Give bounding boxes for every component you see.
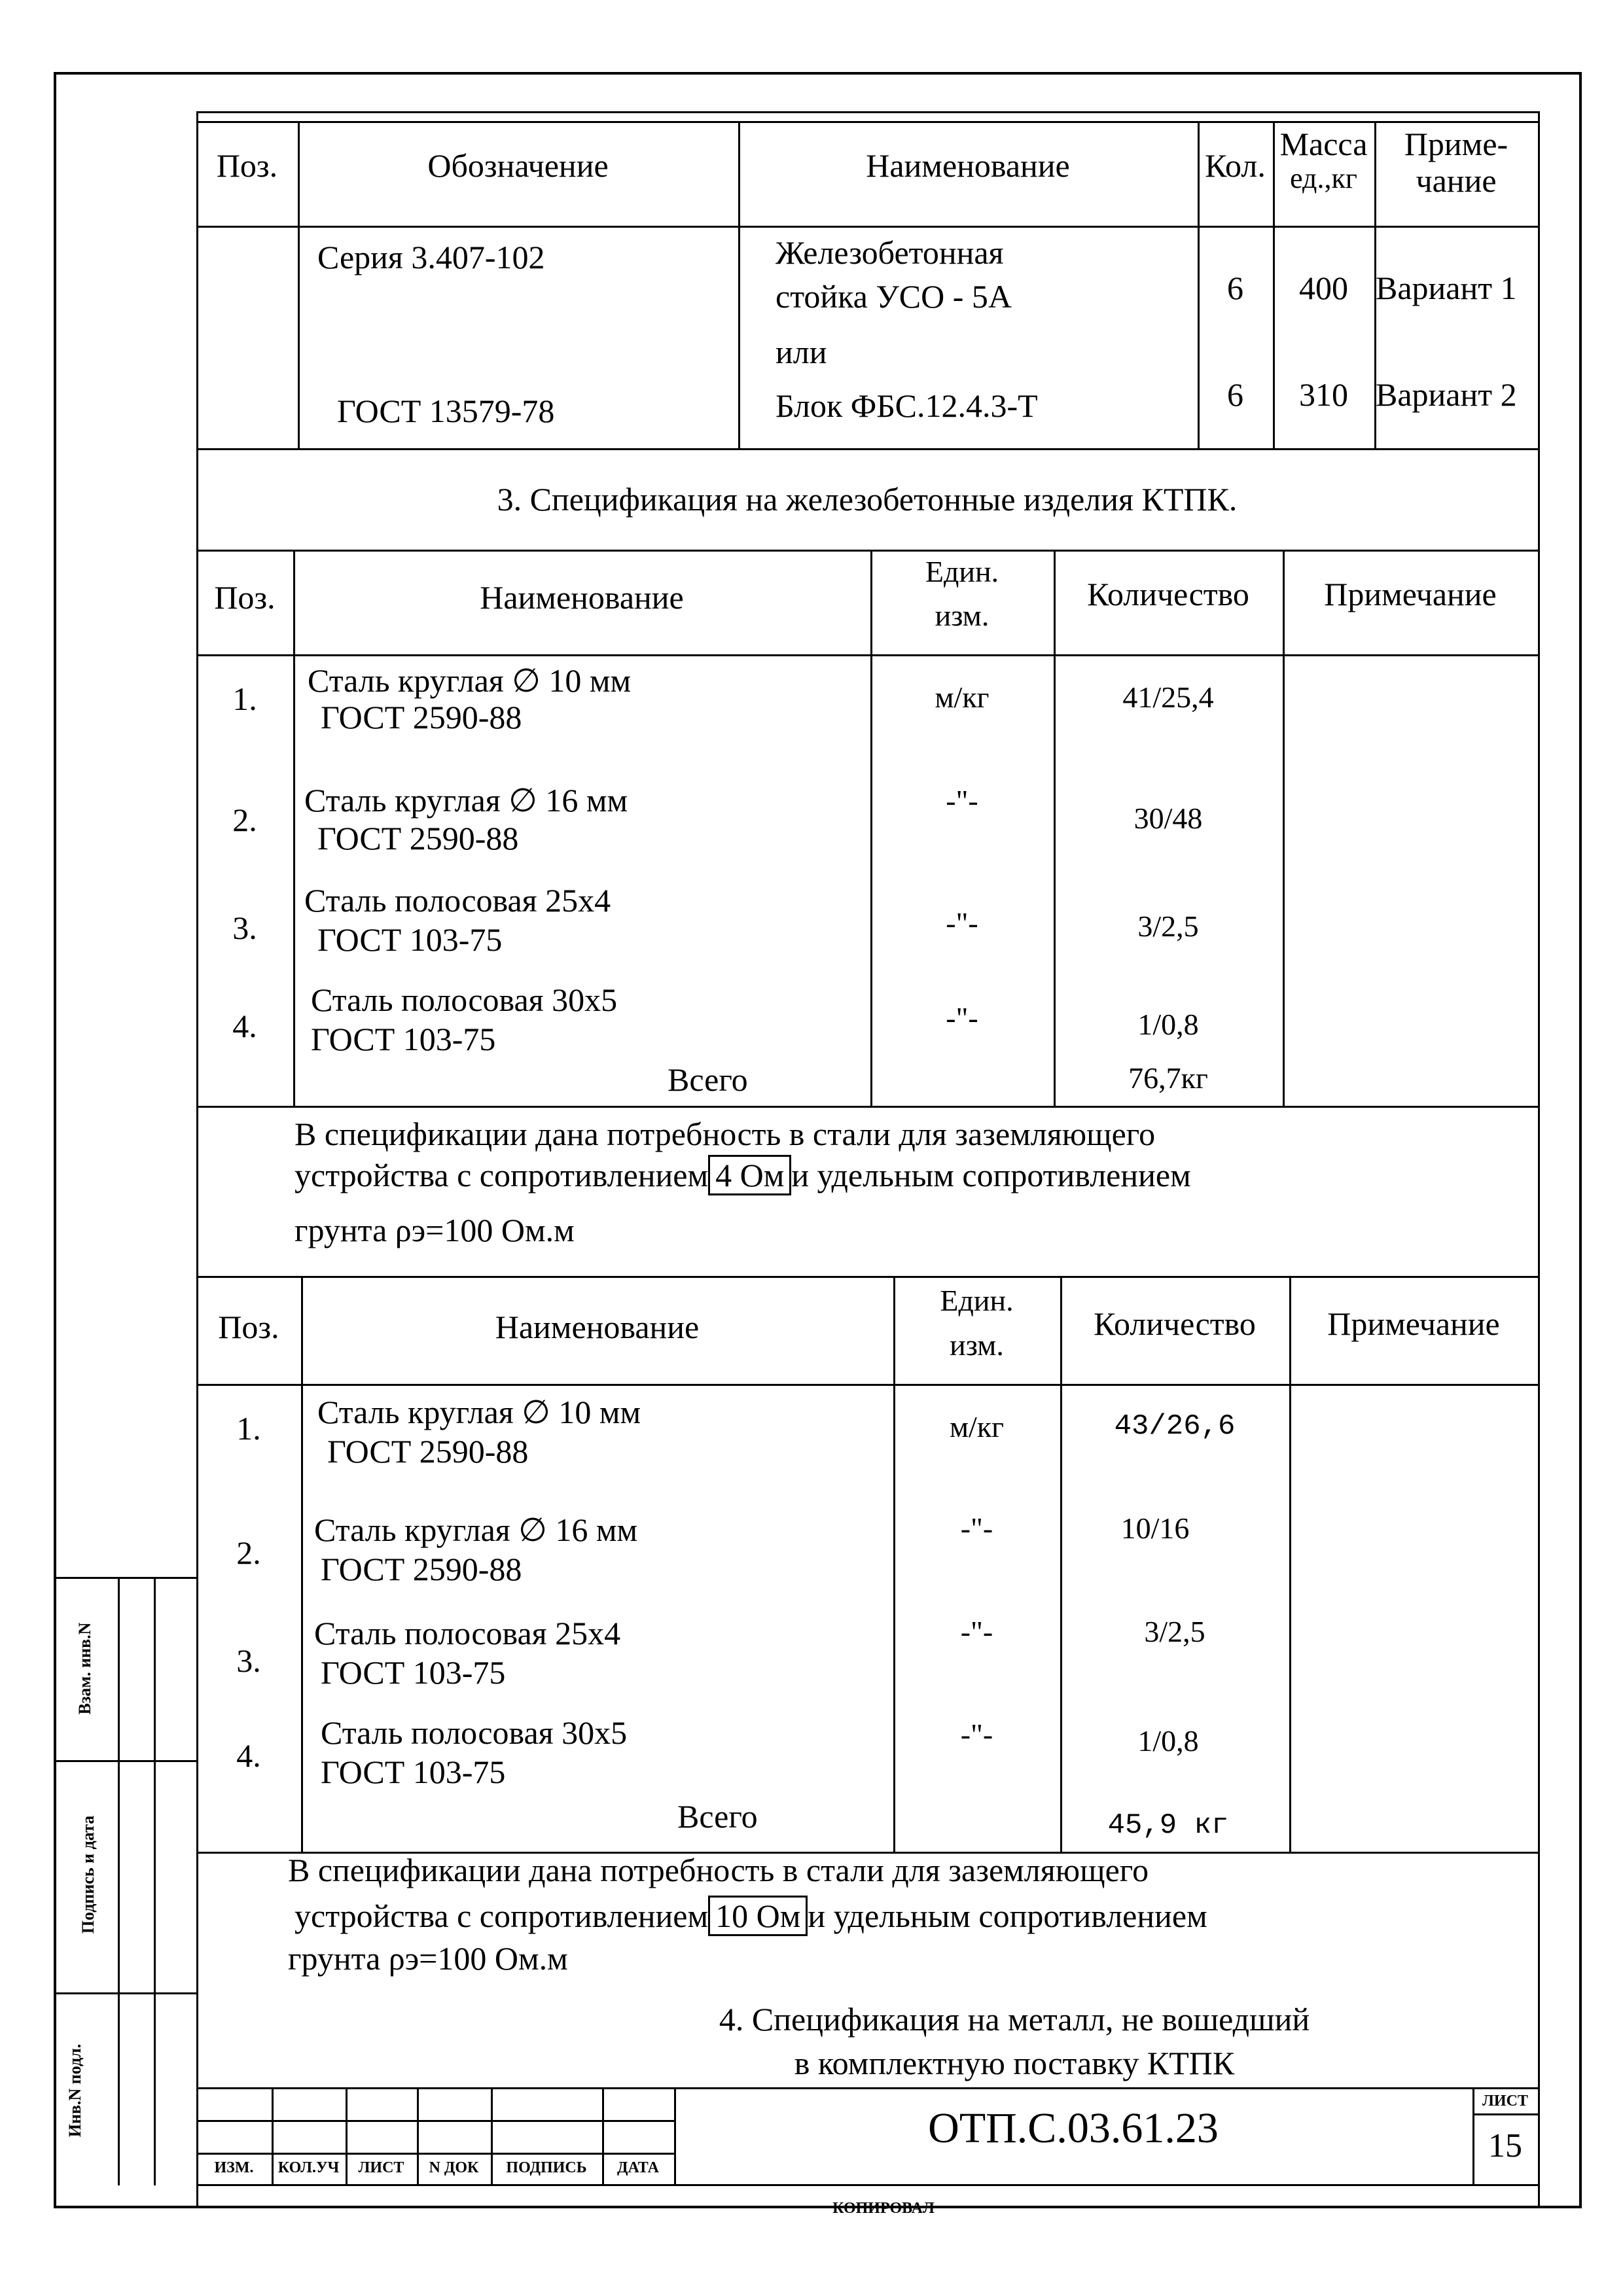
side-label-vzam: Взам. инв.N <box>75 1622 94 1715</box>
top-header-prim-1: Приме- <box>1404 126 1508 162</box>
top-row2-kol: 6 <box>1227 376 1243 413</box>
spec2-header-bottom <box>196 1384 1538 1386</box>
spec1-row3-qty: 3/2,5 <box>1137 910 1199 943</box>
spec1-header-prim: Примечание <box>1324 576 1497 612</box>
spec2-row2-name-2: ГОСТ 2590-88 <box>321 1551 522 1587</box>
spec2-row1-unit: м/кг <box>949 1410 1005 1443</box>
top-row2-massa: 310 <box>1299 376 1348 413</box>
note2-line1: В спецификации дана потребность в стали для заземляющего <box>288 1852 1149 1888</box>
spec2-row2-qty: 10/16 <box>1120 1511 1190 1545</box>
top-header-kol: Кол. <box>1205 147 1266 184</box>
spec1-row2-unit: -"- <box>946 784 978 817</box>
spec1-row4-pos: 4. <box>232 1008 257 1044</box>
top-row2-name-1: Блок ФБС.12.4.3-Т <box>776 387 1038 424</box>
section4-title-1: 4. Спецификация на металл, не вошедший <box>719 2001 1310 2038</box>
spec1-row1-pos: 1. <box>232 680 257 717</box>
side-label-podp: Подпись и дата <box>79 1815 98 1934</box>
spec1-row3-name-2: ГОСТ 103-75 <box>317 921 503 958</box>
stamp-document-code: ОТП.С.03.61.23 <box>928 2104 1219 2152</box>
spec1-row2-qty: 30/48 <box>1133 802 1203 835</box>
spec2-row2-pos: 2. <box>236 1534 261 1571</box>
stamp-sheet-label: ЛИСТ <box>1482 2093 1528 2110</box>
note1-line2-pre: устройства с сопротивлением <box>294 1157 709 1193</box>
spec2-header-unit-1: Един. <box>940 1284 1014 1317</box>
spec2-row2-name-1: Сталь круглая ∅ 16 мм <box>314 1511 638 1548</box>
spec1-bottom <box>196 1106 1538 1108</box>
spec2-header-pos: Поз. <box>218 1309 279 1345</box>
stamp-sheet-number: 15 <box>1488 2127 1522 2164</box>
stamp-copied: КОПИРОВАЛ <box>832 2200 935 2217</box>
spec2-col-line-4 <box>1289 1276 1291 1852</box>
inner-frame-top <box>196 111 1538 113</box>
spec1-row1-unit: м/кг <box>935 680 990 714</box>
spec2-row2-unit: -"- <box>960 1511 993 1545</box>
spec2-row4-qty: 1/0,8 <box>1137 1724 1199 1757</box>
spec1-row1-qty: 41/25,4 <box>1122 680 1214 714</box>
inner-frame-left <box>196 111 198 2208</box>
top-header-massa-1: Масса <box>1279 126 1368 162</box>
top-row2-oboz: ГОСТ 13579-78 <box>337 393 555 429</box>
top-or: или <box>776 334 827 370</box>
stamp-col-data: ДАТА <box>617 2159 659 2176</box>
spec2-row4-name-1: Сталь полосовая 30х5 <box>321 1714 628 1751</box>
top-row1-prim: Вариант 1 <box>1376 270 1517 306</box>
stamp-top <box>196 2087 1538 2089</box>
spec2-row4-unit: -"- <box>960 1718 993 1751</box>
spec2-col-line-3 <box>1060 1276 1062 1852</box>
spec1-row2-name-1: Сталь круглая ∅ 16 мм <box>304 782 628 819</box>
spec1-row3-name-1: Сталь полосовая 25х4 <box>304 882 611 919</box>
spec1-col-line-1 <box>293 550 295 1106</box>
spec2-row1-qty: 43/26,6 <box>1114 1410 1236 1443</box>
spec2-col-line-1 <box>301 1276 303 1852</box>
spec1-header-qty: Количество <box>1087 576 1249 612</box>
note2-line2-pre: устройства с сопротивлением <box>294 1898 709 1934</box>
spec2-row1-pos: 1. <box>236 1410 261 1447</box>
note2-resistance-box: 10 Ом <box>708 1896 808 1936</box>
top-row2-prim: Вариант 2 <box>1376 376 1517 413</box>
side-strip-line-2 <box>54 1992 196 1994</box>
spec1-row1-name-1: Сталь круглая ∅ 10 мм <box>308 662 632 699</box>
spec2-row3-name-1: Сталь полосовая 25х4 <box>314 1615 621 1651</box>
spec1-row4-name-1: Сталь полосовая 30х5 <box>311 981 618 1018</box>
top-row1-oboz: Серия 3.407-102 <box>317 239 545 275</box>
inner-frame-right <box>1538 111 1540 2208</box>
spec2-total-value: 45,9 кг <box>1107 1809 1229 1842</box>
spec2-header-prim: Примечание <box>1327 1305 1500 1342</box>
spec1-row4-name-2: ГОСТ 103-75 <box>311 1021 496 1057</box>
spec1-total-value: 76,7кг <box>1128 1061 1208 1095</box>
top-header-oboz: Обозначение <box>427 147 609 184</box>
section3-title: 3. Спецификация на железобетонные изделия КТПК. <box>497 481 1238 518</box>
side-label-inv: Инв.N подл. <box>65 2043 84 2138</box>
spec1-row1-name-2: ГОСТ 2590-88 <box>321 699 522 735</box>
spec1-header-pos: Поз. <box>214 579 276 616</box>
note2-line3: грунта ρэ=100 Ом.м <box>288 1940 568 1977</box>
note2-line2-post: и удельным сопротивлением <box>808 1898 1207 1934</box>
note2-line2 <box>294 1898 1207 1935</box>
top-row1-name-2: стойка УСО - 5А <box>776 278 1012 315</box>
top-header-pos: Поз. <box>216 147 278 184</box>
spec1-row4-unit: -"- <box>946 1001 978 1034</box>
note1-line1: В спецификации дана потребность в стали для заземляющего <box>294 1116 1156 1152</box>
note1-bottom <box>196 1276 1538 1278</box>
top-row1-name-1: Железобетонная <box>776 234 1004 271</box>
top-row1-kol: 6 <box>1227 270 1243 306</box>
stamp-col-podpis: ПОДПИСЬ <box>506 2159 587 2176</box>
spec2-row4-pos: 4. <box>236 1737 261 1774</box>
stamp-col-izm: ИЗМ. <box>214 2159 254 2176</box>
spec2-row1-name-1: Сталь круглая ∅ 10 мм <box>317 1394 641 1430</box>
stamp-col-koluch: КОЛ.УЧ <box>277 2159 340 2176</box>
spec2-header-qty: Количество <box>1094 1305 1256 1342</box>
stamp-sheet-divider <box>1472 2113 1538 2115</box>
stamp-bottom <box>196 2184 1538 2186</box>
stamp-col-list: ЛИСТ <box>358 2159 404 2176</box>
note1-line3: грунта ρэ=100 Ом.м <box>294 1212 575 1248</box>
top-table-bottom <box>196 448 1538 450</box>
side-strip-top <box>54 1577 196 1579</box>
spec2-row4-name-2: ГОСТ 103-75 <box>321 1754 506 1790</box>
spec1-row2-name-2: ГОСТ 2590-88 <box>317 820 519 857</box>
top-table-top-border <box>196 121 1538 123</box>
top-header-prim-2: чание <box>1416 162 1497 199</box>
spec1-header-unit-1: Един. <box>925 555 999 588</box>
top-header-massa-2: ед.,кг <box>1290 162 1357 194</box>
spec1-col-line-4 <box>1283 550 1285 1106</box>
note1-line2 <box>294 1157 1191 1195</box>
note1-resistance-box: 4 Ом <box>708 1155 791 1195</box>
stamp-col-ndok: N ДОК <box>429 2159 479 2176</box>
top-table-header-bottom <box>196 226 1538 228</box>
spec1-row4-qty: 1/0,8 <box>1137 1008 1199 1041</box>
side-strip-line-1 <box>54 1760 196 1762</box>
spec2-row3-name-2: ГОСТ 103-75 <box>321 1654 506 1691</box>
spec2-row3-pos: 3. <box>236 1642 261 1679</box>
spec1-header-name: Наименование <box>480 579 684 616</box>
spec1-header-bottom <box>196 654 1538 656</box>
side-strip-left <box>118 1577 120 2185</box>
spec2-row3-unit: -"- <box>960 1615 993 1648</box>
spec1-header-unit-2: изм. <box>935 599 990 632</box>
section4-title-2: в комплектную поставку КТПК <box>794 2045 1235 2081</box>
top-header-name: Наименование <box>866 147 1070 184</box>
spec2-header-name: Наименование <box>495 1309 700 1345</box>
top-row1-massa: 400 <box>1299 270 1348 306</box>
spec2-row3-qty: 3/2,5 <box>1144 1615 1205 1648</box>
spec1-total-label: Всего <box>668 1061 748 1098</box>
side-strip-mid <box>154 1577 156 2185</box>
spec1-row3-pos: 3. <box>232 910 257 946</box>
spec1-row3-unit: -"- <box>946 906 978 940</box>
note1-line2-post: и удельным сопротивлением <box>791 1157 1191 1193</box>
spec2-header-unit-2: изм. <box>950 1328 1004 1362</box>
spec2-row1-name-2: ГОСТ 2590-88 <box>327 1433 529 1470</box>
spec2-total-label: Всего <box>677 1798 758 1835</box>
spec1-row2-pos: 2. <box>232 802 257 838</box>
section3-bottom <box>196 550 1538 552</box>
